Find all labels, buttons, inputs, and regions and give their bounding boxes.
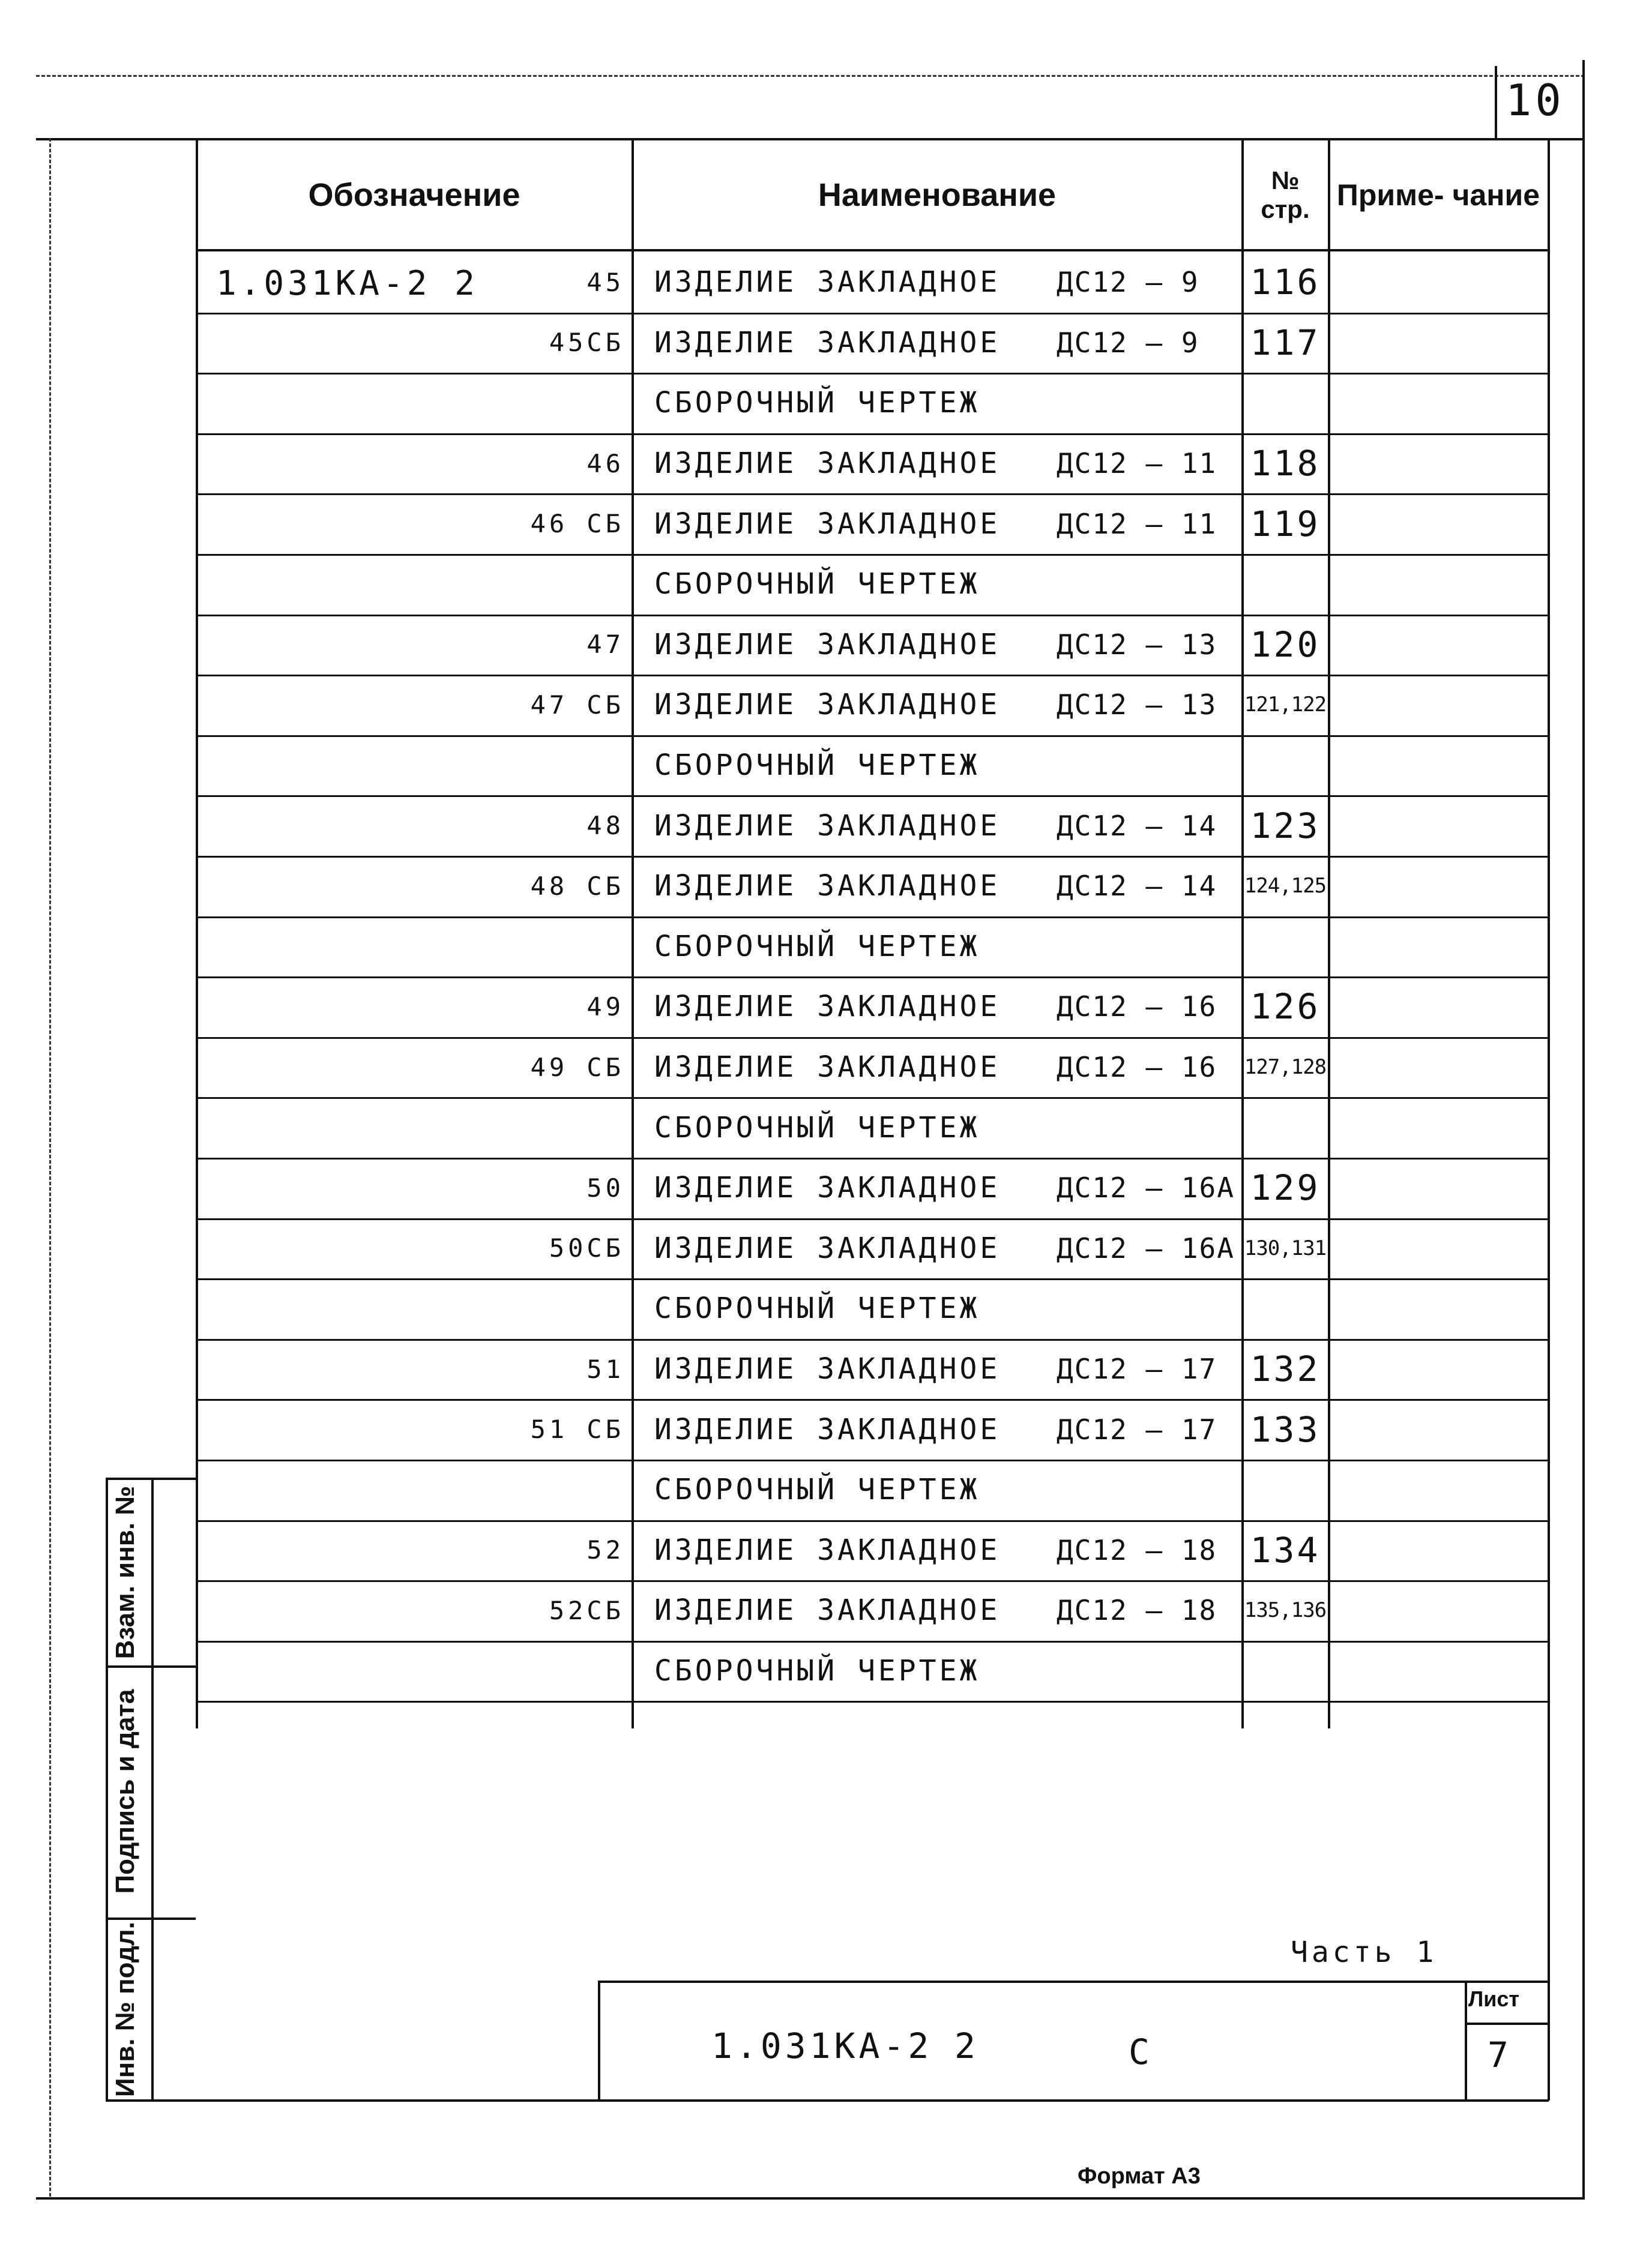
row-mark: [1057, 373, 1240, 433]
stamp-inv-orig: Инв. № подл.: [110, 1922, 140, 2097]
row-mark: ДС12 — 16: [1057, 1051, 1217, 1084]
row-page: 133: [1250, 1409, 1321, 1450]
stamp-top: [106, 1478, 196, 1480]
row-mark: ДС12 — 14: [1057, 809, 1217, 842]
row-code: [504, 1460, 624, 1520]
row-code: [504, 554, 624, 615]
row-mark: ДС12 — 11: [1057, 447, 1217, 480]
row-code: [504, 1641, 624, 1701]
row-page: [1244, 1641, 1327, 1701]
row-mark: ДС12 — 13: [1057, 688, 1217, 721]
row-page: 135,136: [1244, 1598, 1327, 1623]
frame-right: [1582, 60, 1585, 2200]
row-name: ИЗДЕЛИЕ ЗАКЛАДНОЕ: [654, 1412, 1001, 1446]
row-name: ИЗДЕЛИЕ ЗАКЛАДНОЕ: [654, 1533, 1001, 1567]
frame-left-cut: [49, 138, 51, 2197]
sheet-num-box-left: [1495, 66, 1497, 138]
row-page: 129: [1250, 1167, 1321, 1209]
row-page: 130,131: [1244, 1236, 1327, 1260]
row-mark: [1057, 916, 1240, 977]
row-name: ИЗДЕЛИЕ ЗАКЛАДНОЕ: [654, 627, 1001, 661]
header-page-number: № стр.: [1261, 166, 1310, 223]
row-page: 123: [1250, 805, 1321, 846]
row-mark: [1057, 1278, 1240, 1339]
row-mark: [1057, 735, 1240, 796]
row-code: 45: [586, 267, 624, 297]
row-code: 51 СБ: [530, 1415, 624, 1445]
row-code: [504, 735, 624, 796]
row-name: ИЗДЕЛИЕ ЗАКЛАДНОЕ: [654, 990, 1001, 1024]
row-name: СБОРОЧНЫЙ ЧЕРТЕЖ: [654, 748, 980, 783]
header-designation: Обозначение: [308, 177, 520, 213]
row-name: СБОРОЧНЫЙ ЧЕРТЕЖ: [654, 1110, 980, 1145]
row-page: [1244, 1097, 1327, 1158]
row-code: 52: [586, 1535, 624, 1565]
title-block-left: [598, 1981, 600, 2101]
row-name: ИЗДЕЛИЕ ЗАКЛАДНОЕ: [654, 507, 1001, 541]
row-mark: [1057, 1641, 1240, 1701]
row-name: ИЗДЕЛИЕ ЗАКЛАДНОЕ: [654, 325, 1001, 359]
title-sheet-label-line: [1465, 2023, 1549, 2025]
format-label: Формат А3: [1078, 2164, 1201, 2189]
row-name: ИЗДЕЛИЕ ЗАКЛАДНОЕ: [654, 1050, 1001, 1084]
row-code: 48: [586, 811, 624, 841]
row-name: ИЗДЕЛИЕ ЗАКЛАДНОЕ: [654, 265, 1001, 299]
row-name: ИЗДЕЛИЕ ЗАКЛАДНОЕ: [654, 1171, 1001, 1205]
title-block-bottom: [106, 2099, 1549, 2102]
col-left-border: [196, 138, 198, 1728]
row-name: ИЗДЕЛИЕ ЗАКЛАДНОЕ: [654, 808, 1001, 843]
row-code: 46: [586, 448, 624, 478]
header-name: Наименование: [818, 177, 1057, 213]
row-page: 116: [1250, 262, 1321, 303]
header-bottom-line: [196, 249, 1548, 251]
col-designation-border: [632, 138, 634, 1728]
title-letter: С: [1129, 2032, 1153, 2072]
row-code: 50: [586, 1173, 624, 1203]
row-code: 49 СБ: [530, 1052, 624, 1082]
row-page: [1244, 554, 1327, 615]
row-name: ИЗДЕЛИЕ ЗАКЛАДНОЕ: [654, 1352, 1001, 1386]
row-page: [1244, 916, 1327, 977]
frame-inner-right: [1548, 138, 1550, 2101]
row-mark: ДС12 — 14: [1057, 870, 1217, 903]
row-mark: ДС12 — 16А: [1057, 1172, 1235, 1205]
stamp-signature-date: Подпись и дата: [110, 1689, 140, 1894]
row-name: ИЗДЕЛИЕ ЗАКЛАДНОЕ: [654, 1593, 1001, 1628]
first-row-designation: 1.031КА-2 2: [216, 264, 478, 303]
row-page: 119: [1250, 503, 1321, 544]
row-page: 120: [1250, 624, 1321, 665]
row-mark: [1057, 1097, 1240, 1158]
row-page: 127,128: [1244, 1055, 1327, 1080]
row-code: 48 СБ: [530, 871, 624, 901]
row-page: 118: [1250, 443, 1321, 484]
title-issue: 2: [954, 2026, 979, 2066]
row-page: 124,125: [1244, 874, 1327, 898]
part-label: Часть 1: [1291, 1936, 1438, 1969]
title-sheet-label: Лист: [1468, 1987, 1520, 2011]
frame-top: [36, 138, 1585, 140]
top-cut-line: [36, 75, 1585, 77]
frame-bottom: [36, 2197, 1585, 2200]
row-name: СБОРОЧНЫЙ ЧЕРТЕЖ: [654, 1292, 980, 1326]
row-name: СБОРОЧНЫЙ ЧЕРТЕЖ: [654, 386, 980, 420]
row-code: 46 СБ: [530, 509, 624, 539]
row-mark: ДС12 — 9: [1057, 266, 1199, 299]
row-code: 45СБ: [549, 328, 624, 358]
row-page: 117: [1250, 322, 1321, 363]
row-mark: ДС12 — 9: [1057, 326, 1199, 359]
row-mark: [1057, 1460, 1240, 1520]
title-code: 1.031КА-2: [711, 2026, 933, 2066]
row-code: 47: [586, 630, 624, 660]
stamp-outer-left: [106, 1478, 108, 2102]
row-mark: ДС12 — 17: [1057, 1413, 1217, 1446]
row-code: [504, 916, 624, 977]
row-page: [1244, 1460, 1327, 1520]
row-mark: [1057, 554, 1240, 615]
row-name: ИЗДЕЛИЕ ЗАКЛАДНОЕ: [654, 1231, 1001, 1265]
row-mark: ДС12 — 16: [1057, 990, 1217, 1023]
row-mark: ДС12 — 17: [1057, 1353, 1217, 1386]
row-name: СБОРОЧНЫЙ ЧЕРТЕЖ: [654, 1654, 980, 1688]
row-page: 126: [1250, 986, 1321, 1027]
row-mark: ДС12 — 16А: [1057, 1232, 1235, 1265]
header-note: Приме- чание: [1336, 178, 1540, 212]
row-name: ИЗДЕЛИЕ ЗАКЛАДНОЕ: [654, 869, 1001, 903]
row-code: [504, 373, 624, 433]
sheet-number: 10: [1506, 75, 1565, 125]
row-mark: ДС12 — 11: [1057, 507, 1217, 540]
stamp-replaced-inv: Взам. инв. №: [110, 1485, 140, 1659]
row-name: СБОРОЧНЫЙ ЧЕРТЕЖ: [654, 1473, 980, 1507]
row-code: 51: [586, 1354, 624, 1384]
row-name: ИЗДЕЛИЕ ЗАКЛАДНОЕ: [654, 688, 1001, 722]
row-name: СБОРОЧНЫЙ ЧЕРТЕЖ: [654, 567, 980, 601]
stamp-div1: [106, 1665, 196, 1668]
row-separator: [196, 1701, 1548, 1703]
row-code: [504, 1097, 624, 1158]
title-sheet-divider: [1465, 1981, 1467, 2101]
row-mark: ДС12 — 13: [1057, 628, 1217, 661]
row-page: [1244, 373, 1327, 433]
col-page-border: [1328, 138, 1330, 1728]
row-code: 49: [586, 991, 624, 1021]
stamp-inner: [151, 1478, 154, 2102]
row-mark: ДС12 — 18: [1057, 1594, 1217, 1627]
row-page: [1244, 1278, 1327, 1339]
row-code: 47 СБ: [530, 690, 624, 720]
row-page: 134: [1250, 1529, 1321, 1571]
row-mark: ДС12 — 18: [1057, 1533, 1217, 1566]
title-sheet-number: 7: [1488, 2035, 1512, 2075]
row-code: 52СБ: [549, 1595, 624, 1625]
row-page: [1244, 735, 1327, 796]
row-name: СБОРОЧНЫЙ ЧЕРТЕЖ: [654, 929, 980, 963]
row-name: ИЗДЕЛИЕ ЗАКЛАДНОЕ: [654, 447, 1001, 481]
row-page: 132: [1250, 1349, 1321, 1390]
row-code: [504, 1278, 624, 1339]
title-block-top: [598, 1981, 1549, 1983]
row-code: 50СБ: [549, 1233, 624, 1263]
row-page: 121,122: [1244, 693, 1327, 717]
